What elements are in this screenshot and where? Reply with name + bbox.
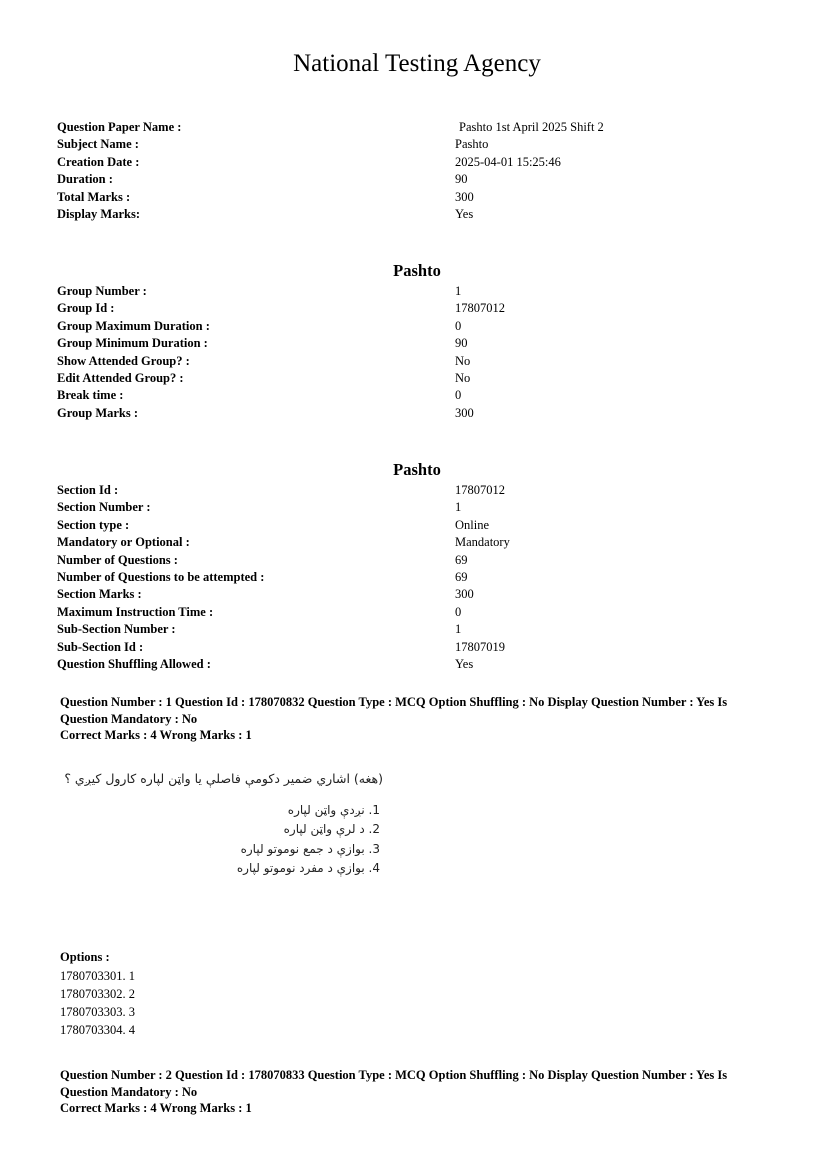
section-info-row [57, 482, 757, 499]
question-1-choice: 3. بوازې د جمع نوموتو لپاره [240, 842, 380, 856]
group-info-key: Group Number : [57, 284, 147, 298]
section-info-key: Maximum Instruction Time : [57, 604, 214, 619]
section-info-value: Mandatory [455, 535, 510, 550]
option-item: 1780703304. 4 [60, 1023, 135, 1037]
group-info-key: Group Maximum Duration : [57, 318, 210, 333]
group-info-value: 1 [455, 284, 462, 298]
section-info-row [57, 656, 757, 673]
paper-info-row [57, 206, 757, 223]
group-info-key: Group Marks : [57, 405, 139, 420]
question-1-text: (هغه) اشاري ضمير دکومې فاصلې يا واټن لپاره کارول کيږي ؟ [64, 771, 383, 786]
question-1-mandatory-line: Question Mandatory : No [60, 711, 198, 726]
section-info-key: Section type : [57, 517, 130, 532]
group-info-key: Edit Attended Group? : [57, 370, 184, 385]
paper-info-value: 2025-04-01 15:25:46 [455, 154, 561, 169]
group-info-value: 300 [455, 405, 474, 420]
paper-info-value: 90 [455, 172, 468, 187]
options-list [60, 967, 135, 1039]
paper-info-row [57, 154, 757, 171]
paper-info-key: Question Paper Name : [57, 120, 182, 134]
section-info-row [57, 534, 757, 551]
section-info-row [57, 639, 757, 656]
question-1-header [60, 694, 750, 744]
paper-info-row [57, 136, 757, 153]
section-info-value: 17807012 [455, 483, 505, 497]
paper-info-key: Total Marks : [57, 189, 131, 204]
group-info-key: Break time : [57, 388, 124, 403]
option-item: 1780703302. 2 [60, 987, 135, 1001]
section-info-value: Online [455, 517, 490, 532]
group-info-value: 0 [455, 388, 462, 403]
paper-info-key: Display Marks: [57, 206, 140, 221]
section-info-value: 1 [455, 622, 462, 637]
group-info-row [57, 370, 757, 387]
group-info-value: 0 [455, 318, 462, 333]
section-info-key: Mandatory or Optional : [57, 535, 190, 550]
group-info-row [57, 300, 757, 317]
group-info-value: 90 [455, 336, 468, 351]
options-label: Options : [60, 950, 110, 964]
section-info-key: Question Shuffling Allowed : [57, 656, 211, 671]
paper-info-value: 300 [455, 189, 474, 204]
section-info-row [57, 552, 757, 569]
section-info-row [57, 569, 757, 586]
group-info-row [57, 387, 757, 404]
section-info-key: Section Number : [57, 500, 151, 515]
page-title: National Testing Agency [293, 50, 541, 77]
group-heading: Pashto [393, 261, 441, 280]
paper-info-value: Pashto [455, 137, 489, 152]
section-info-value: 1 [455, 500, 462, 515]
section-info-key: Section Id : [57, 483, 119, 497]
section-info-value: 69 [455, 569, 468, 584]
paper-info-key: Creation Date : [57, 154, 140, 169]
section-info-key: Sub-Section Number : [57, 622, 176, 637]
group-info-key: Group Id : [57, 301, 115, 316]
question-1-marks: Correct Marks : 4 Wrong Marks : 1 [60, 728, 252, 742]
group-info-row [57, 353, 757, 370]
section-info-value: 300 [455, 587, 474, 602]
section-info-key: Number of Questions to be attempted : [57, 569, 265, 584]
group-info-row [57, 405, 757, 422]
group-info-key: Show Attended Group? : [57, 353, 190, 368]
question-2-marks: Correct Marks : 4 Wrong Marks : 1 [60, 1101, 252, 1115]
question-2-mandatory-line: Question Mandatory : No [60, 1084, 198, 1099]
paper-info-table [57, 119, 757, 223]
paper-info-key: Duration : [57, 172, 113, 187]
section-info-key: Sub-Section Id : [57, 639, 144, 654]
question-2-header [60, 1067, 750, 1117]
section-heading: Pashto [393, 460, 441, 479]
section-info-key: Number of Questions : [57, 552, 178, 567]
question-1-meta-line: Question Number : 1 Question Id : 178070832 Question Type : MCQ Option Shuffling : No Display Question Number : Yes Is [60, 695, 728, 709]
paper-info-row [57, 119, 757, 136]
group-info-row [57, 335, 757, 352]
section-info-key: Section Marks : [57, 587, 142, 602]
group-info-value: 17807012 [455, 301, 505, 316]
question-1-choice: 2. د لرې واټن لپاره [283, 822, 380, 836]
group-info-value: No [455, 370, 471, 385]
option-item: 1780703301. 1 [60, 969, 135, 983]
section-info-row [57, 499, 757, 516]
section-info-row [57, 517, 757, 534]
question-2-meta-line: Question Number : 2 Question Id : 178070833 Question Type : MCQ Option Shuffling : No Display Question Number : Yes Is [60, 1068, 728, 1082]
group-info-row [57, 283, 757, 300]
group-info-key: Group Minimum Duration : [57, 336, 208, 351]
section-info-row [57, 621, 757, 638]
section-info-table [57, 482, 757, 673]
paper-info-row [57, 189, 757, 206]
paper-info-value: Pashto 1st April 2025 Shift 2 [459, 120, 604, 134]
section-info-value: Yes [455, 656, 474, 671]
paper-info-row [57, 171, 757, 188]
section-info-value: 17807019 [455, 639, 505, 654]
section-info-row [57, 586, 757, 603]
section-info-row [57, 604, 757, 621]
paper-info-key: Subject Name : [57, 137, 139, 152]
section-info-value: 0 [455, 604, 462, 619]
question-1-choice: 1. نږدې واټن لپاره [287, 803, 380, 817]
group-info-row [57, 318, 757, 335]
paper-info-value: Yes [455, 206, 474, 221]
group-info-table [57, 283, 757, 422]
group-info-value: No [455, 353, 471, 368]
question-1-choice: 4. بوازې د مفرد نوموتو لپاره [236, 861, 380, 875]
section-info-value: 69 [455, 552, 468, 567]
option-item: 1780703303. 3 [60, 1005, 135, 1019]
